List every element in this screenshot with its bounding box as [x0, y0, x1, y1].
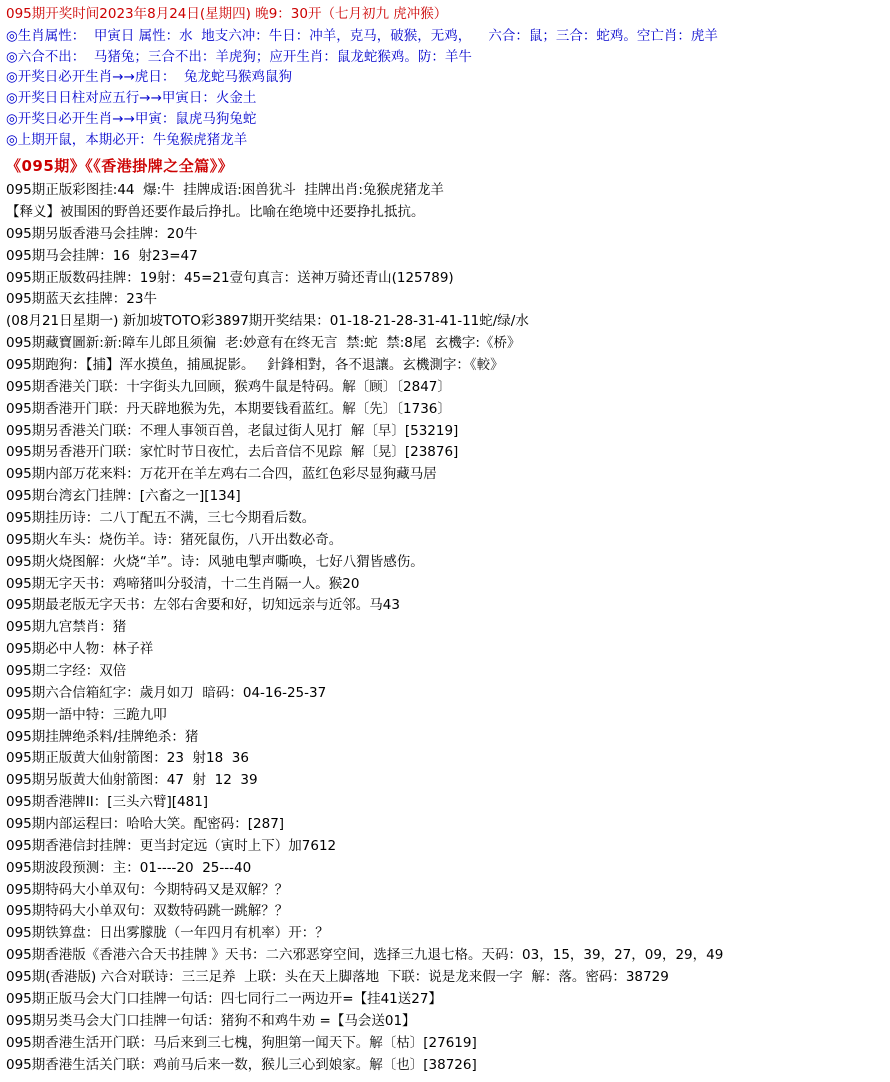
content-line: 095期台湾玄门挂牌：[六畜之一][134]	[6, 488, 241, 505]
content-line: 095期铁算盘：日出雾朦胧（一年四月有机率）开：？	[6, 925, 329, 942]
content-line: 095期正版数码挂牌：19射：45=21壹句真言：送神万骑还青山(125789)	[6, 269, 454, 286]
content-line: 095期正版彩图挂:44 爆:牛 挂牌成语:困兽犹斗 挂牌出肖:兔猴虎猪龙羊	[6, 182, 444, 199]
content-line: 095期另香港关门联：不理人事领百兽，老鼠过街人见打 解〔早〕[53219]	[6, 422, 459, 439]
content-line: 095期特码大小单双句：今期特码又是双解？？	[6, 881, 289, 898]
content-line: 095期(香港版) 六合对联诗：三三足养 上联：头在天上脚落地 下联：说是龙来假一字 解：落。密码：38729	[6, 969, 669, 986]
content-line: 095期正版马会大门口挂牌一句话：四七同行二一两边开=【挂41送27】	[6, 990, 442, 1007]
content-line: 095期一語中特：三跪九叩	[6, 706, 167, 723]
header-attributes-block	[6, 26, 884, 152]
content-line: 095期挂牌绝杀料/挂牌绝杀：猪	[6, 728, 199, 745]
content-line: 095期必中人物：林子祥	[6, 641, 154, 658]
content-line: 095期九宫禁肖：猪	[6, 619, 127, 636]
content-line: 095期另版香港马会挂牌：20牛	[6, 225, 198, 242]
content-line: 095期跑狗：【捕】浑水摸鱼，捕風捉影。 針鋒相對，各不退讓。玄機測字：《較》	[6, 357, 504, 373]
header-line: ◎六合不出： 马猪兔；三合不出：羊虎狗；应开生肖：鼠龙蛇猴鸡。防：羊牛	[6, 48, 472, 65]
content-line: 095期六合信箱紅字：歲月如刀 暗码：04-16-25-37	[6, 684, 327, 701]
content-line: 095期火车头：烧伤羊。诗：猪死鼠伤，八开出数必奇。	[6, 531, 343, 548]
content-line: 095期挂历诗：二八丁配五不满，三七今期看后数。	[6, 510, 316, 527]
header-line: ◎开奖日必开生肖→→虎日： 兔龙蛇马猴鸡鼠狗	[6, 69, 292, 86]
header-line: ◎生肖属性： 甲寅日 属性：水 地支六冲：牛日：冲羊，克马，破猴，无鸡， 六合：鼠；三合：蛇鸡。空亡肖：虎羊	[6, 27, 718, 44]
content-line: 095期香港生活关门联：鸡前马后来一数，猴儿三心到娘家。解〔也〕[38726]	[6, 1056, 477, 1073]
section-title: 《095期》《《香港掛牌之全篇》》	[6, 157, 234, 176]
content-line: 095期特码大小单双句：双数特码跳一跳解？？	[6, 903, 289, 920]
header-line: ◎上期开鼠，本期必开：牛兔猴虎猪龙羊	[6, 132, 248, 149]
content-line: 095期香港开门联：丹天辟地猴为先，本期要钱看蓝红。解〔先〕〔1736〕	[6, 400, 451, 417]
content-line: 095期香港关门联：十字街头九回顾，猴鸡牛鼠是特码。解〔顾〕〔2847〕	[6, 378, 451, 395]
content-line: 095期波段预测：主：01----20 25---40	[6, 859, 252, 876]
body-content-block	[6, 180, 884, 1076]
content-line: 095期火烧图解：火烧“羊”。诗：风驰电掣声嘶唤，七好八猬皆感伤。	[6, 553, 424, 570]
content-line: 095期香港生活开门联：马后来到三七槐，狗胆第一闻天下。解〔枯〕[27619]	[6, 1034, 477, 1051]
content-line: 095期香港信封挂牌：更当封定远（寅时上下）加7612	[6, 837, 337, 854]
content-line: 095期香港牌II：[三头六臂][481]	[6, 794, 209, 811]
content-line: 095期香港版《香港六合天书挂牌 》天书：二六邪恶穿空间，选择三九退七格。天码：03，15，39，27，09，29，49	[6, 947, 724, 964]
content-line: 095期内部运程曰：哈哈大笑。配密码：[287]	[6, 816, 285, 833]
content-line: 095期马会挂牌：16 射23=47	[6, 247, 198, 264]
content-line: 095期内部万花来料：万花开在羊左鸡右二合四，蓝红色彩尽显狗藏马居	[6, 466, 437, 483]
content-line: 095期正版黄大仙射箭图：23 射18 36	[6, 750, 249, 767]
draw-time-line: 095期开奖时间2023年8月24日(星期四) 晚9：30开（七月初九 虎冲猴）	[6, 6, 448, 22]
header-line: ◎开奖日必开生肖→→甲寅：鼠虎马狗兔蛇	[6, 111, 257, 128]
content-line: 095期蓝天玄挂牌：23牛	[6, 291, 157, 308]
content-line: 095期二字经：双倍	[6, 663, 127, 680]
content-line: 095期另香港开门联：家忙时节日夜忙，去后音信不见踪 解〔晃〕[23876]	[6, 444, 459, 461]
content-line: 095期最老版无字天书：左邻右舍要和好，切知远亲与近邻。马43	[6, 597, 400, 614]
content-line: 095期无字天书：鸡啼猪叫分驳清，十二生肖隔一人。猴20	[6, 575, 360, 592]
content-line: (08月21日星期一) 新加坡TOTO彩3897期开奖结果：01-18-21-28-31-41-11蛇/绿/水	[6, 313, 529, 330]
content-line: 095期另类马会大门口挂牌一句话：猪狗不和鸡牛劝 =【马会送01】	[6, 1012, 416, 1029]
content-line: 095期藏寶圖新:新:障车儿郎且须徧 老:妙意有在终无言 禁:蛇 禁:8尾 玄機字:《桥》	[6, 335, 521, 352]
header-line: ◎开奖日日柱对应五行→→甲寅日：火金土	[6, 90, 257, 107]
content-line: 095期另版黄大仙射箭图：47 射 12 39	[6, 772, 258, 789]
content-line: 【释义】被围困的野兽还要作最后挣扎。比喻在绝境中还要挣扎抵抗。	[6, 203, 425, 220]
